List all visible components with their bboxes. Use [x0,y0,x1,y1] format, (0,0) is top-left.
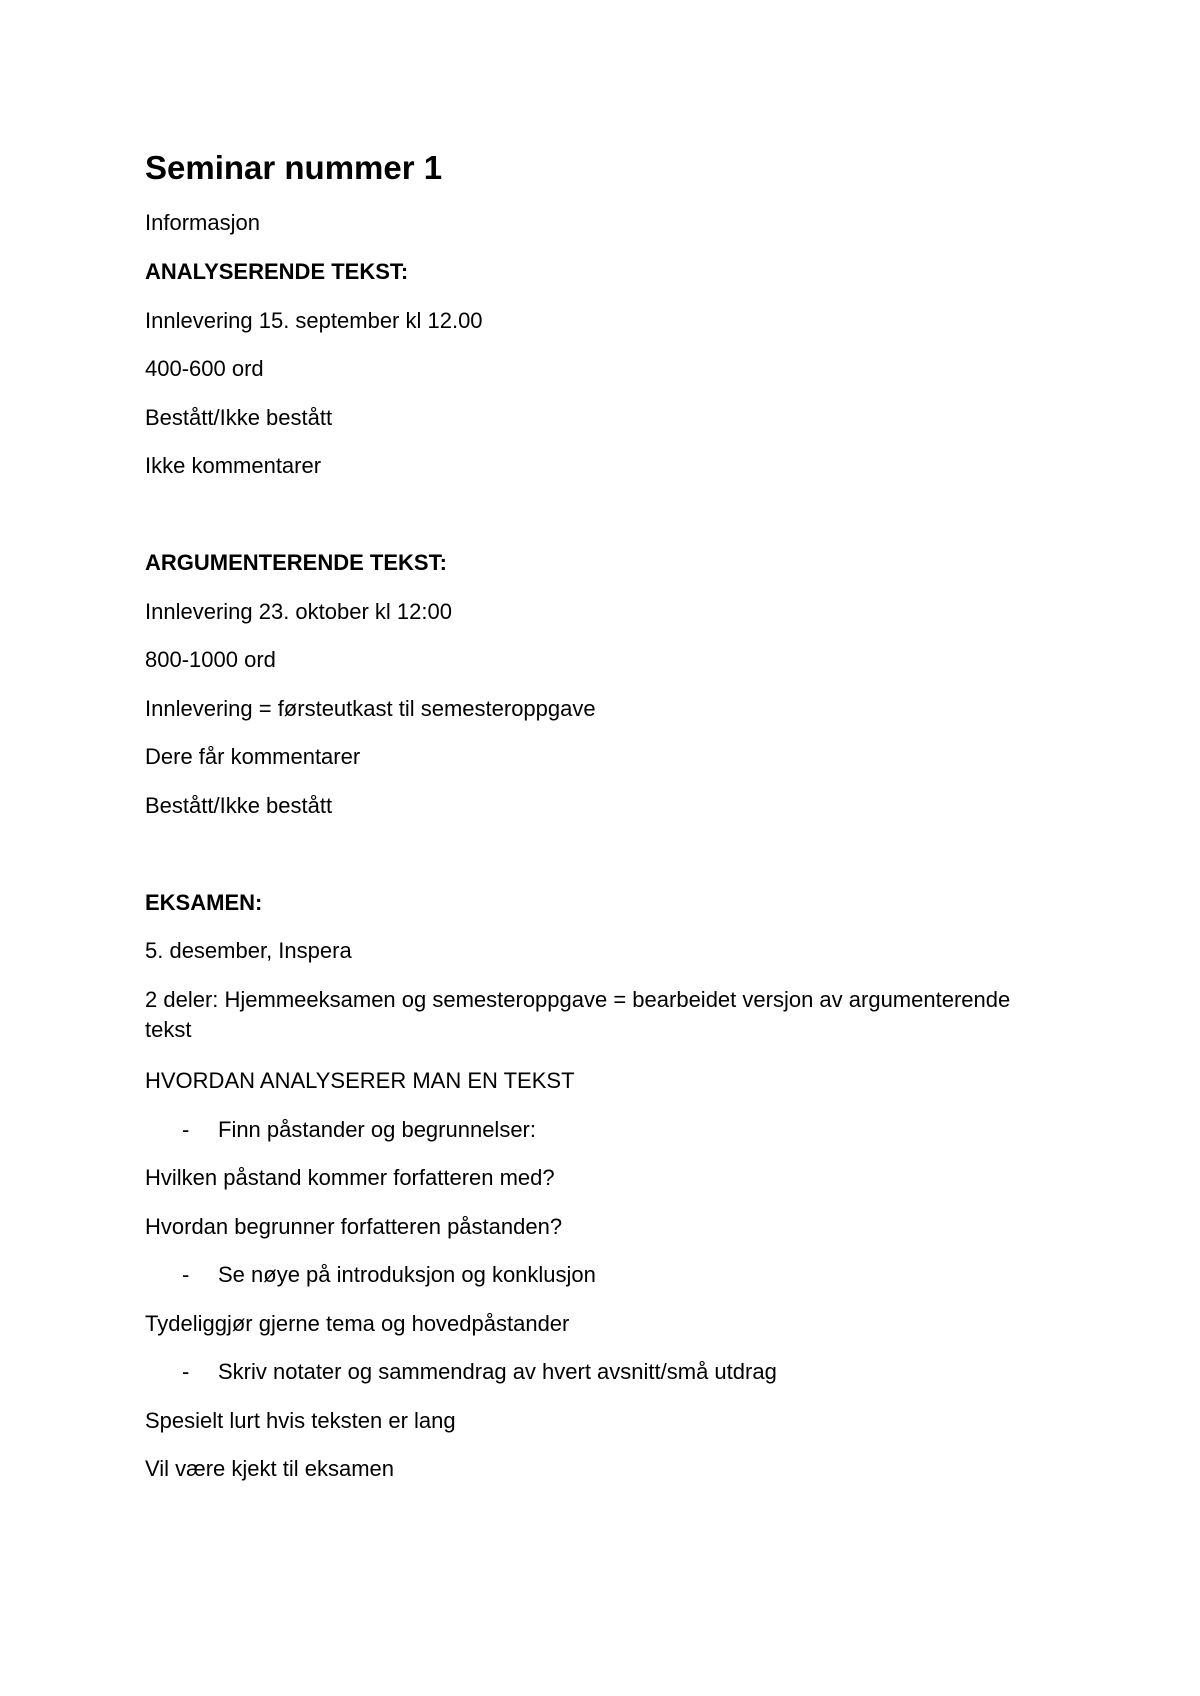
bullet-item: Se nøye på introduksjon og konklusjon [218,1262,596,1287]
argumenterende-line: Innlevering 23. oktober kl 12:00 [145,599,452,624]
note-line: Spesielt lurt hvis teksten er lang [145,1408,456,1433]
argumenterende-line: Bestått/Ikke bestått [145,793,333,818]
analyserende-line: Bestått/Ikke bestått [145,405,333,430]
question-line: Hvordan begrunner forfatteren påstanden? [145,1214,563,1239]
document-title: Seminar nummer 1 [145,149,443,186]
analyse-heading: HVORDAN ANALYSERER MAN EN TEKST [145,1068,575,1093]
intro-text: Informasjon [145,210,260,235]
bullet-item: Finn påstander og begrunnelser: [218,1117,536,1142]
argumenterende-line: 800-1000 ord [145,647,276,672]
analyserende-heading: ANALYSERENDE TEKST: [145,259,409,284]
argumenterende-heading: ARGUMENTERENDE TEKST: [145,550,447,575]
note-line: Vil være kjekt til eksamen [145,1456,395,1481]
note-line: Tydeliggjør gjerne tema og hovedpåstander [145,1311,570,1336]
bullet-marker: - [182,1359,190,1384]
argumenterende-line: Innlevering = førsteutkast til semesteroppgave [145,696,596,721]
analyserende-line: Innlevering 15. september kl 12.00 [145,308,483,333]
eksamen-date: 5. desember, Inspera [145,938,352,963]
eksamen-parts: 2 deler: Hjemmeeksamen og semesteroppgave = bearbeidet versjon av argumenterende tekst [145,987,1011,1042]
bullet-marker: - [182,1262,190,1287]
eksamen-heading: EKSAMEN: [145,890,263,915]
bullet-marker: - [182,1117,190,1142]
analyserende-line: 400-600 ord [145,356,264,381]
bullet-item: Skriv notater og sammendrag av hvert avsnitt/små utdrag [218,1359,777,1384]
analyserende-line: Ikke kommentarer [145,453,322,478]
argumenterende-line: Dere får kommentarer [145,744,361,769]
question-line: Hvilken påstand kommer forfatteren med? [145,1165,555,1190]
